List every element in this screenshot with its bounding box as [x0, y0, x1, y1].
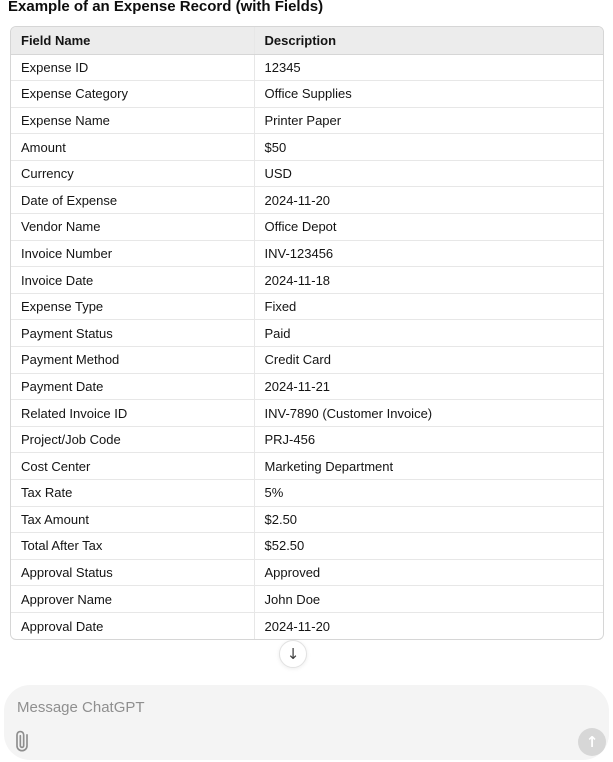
up-arrow-icon: ↑ — [585, 732, 599, 751]
description-cell: Credit Card — [254, 347, 603, 374]
field-name-cell: Cost Center — [11, 453, 254, 480]
table-row — [11, 586, 603, 613]
table-row — [11, 373, 603, 400]
table-row — [11, 426, 603, 453]
field-name-cell: Date of Expense — [11, 187, 254, 214]
field-name-cell: Payment Status — [11, 320, 254, 347]
down-arrow-icon: ↓ — [286, 644, 300, 663]
expense-table — [11, 27, 603, 639]
description-cell: 2024-11-20 — [254, 187, 603, 214]
table-body — [11, 54, 603, 639]
description-cell: 5% — [254, 480, 603, 507]
description-cell: $2.50 — [254, 506, 603, 533]
description-cell: Marketing Department — [254, 453, 603, 480]
description-cell: Office Supplies — [254, 81, 603, 108]
table-row — [11, 107, 603, 134]
description-cell: INV-7890 (Customer Invoice) — [254, 400, 603, 427]
table-row — [11, 559, 603, 586]
field-name-cell: Approver Name — [11, 586, 254, 613]
field-name-cell: Project/Job Code — [11, 426, 254, 453]
table-header-row — [11, 27, 603, 54]
table-row — [11, 81, 603, 108]
paperclip-icon — [8, 727, 36, 755]
send-button[interactable] — [578, 728, 606, 756]
column-header-field-name: Field Name — [11, 27, 254, 54]
field-name-cell: Tax Rate — [11, 480, 254, 507]
field-name-cell: Tax Amount — [11, 506, 254, 533]
table-row — [11, 187, 603, 214]
table-row — [11, 347, 603, 374]
field-name-cell: Approval Status — [11, 559, 254, 586]
table-row — [11, 240, 603, 267]
field-name-cell: Currency — [11, 160, 254, 187]
description-cell: $52.50 — [254, 533, 603, 560]
field-name-cell: Invoice Number — [11, 240, 254, 267]
description-cell: USD — [254, 160, 603, 187]
scroll-to-bottom-button[interactable] — [279, 640, 307, 668]
description-cell: 12345 — [254, 54, 603, 81]
description-cell: 2024-11-20 — [254, 612, 603, 639]
table-row — [11, 267, 603, 294]
field-name-cell: Invoice Date — [11, 267, 254, 294]
description-cell: $50 — [254, 134, 603, 161]
table-row — [11, 214, 603, 241]
table-row — [11, 160, 603, 187]
message-composer — [4, 685, 609, 760]
description-cell: 2024-11-21 — [254, 373, 603, 400]
table-row — [11, 54, 603, 81]
field-name-cell: Total After Tax — [11, 533, 254, 560]
description-cell: Approved — [254, 559, 603, 586]
field-name-cell: Related Invoice ID — [11, 400, 254, 427]
description-cell: INV-123456 — [254, 240, 603, 267]
message-input[interactable]: Message ChatGPT — [17, 699, 145, 716]
description-cell: Office Depot — [254, 214, 603, 241]
field-name-cell: Payment Method — [11, 347, 254, 374]
expense-record-table — [10, 26, 604, 640]
description-cell: John Doe — [254, 586, 603, 613]
field-name-cell: Expense Type — [11, 293, 254, 320]
field-name-cell: Expense ID — [11, 54, 254, 81]
table-row — [11, 506, 603, 533]
page-title: Example of an Expense Record (with Fields) — [8, 0, 324, 15]
field-name-cell: Approval Date — [21, 618, 104, 634]
table-row — [11, 134, 603, 161]
description-cell: PRJ-456 — [254, 426, 603, 453]
table-row — [11, 533, 603, 560]
field-name-cell: Expense Category — [11, 81, 254, 108]
field-name-cell: Expense Name — [11, 107, 254, 134]
field-name-cell: Amount — [11, 134, 254, 161]
description-cell: 2024-11-18 — [254, 267, 603, 294]
description-cell: Printer Paper — [254, 107, 603, 134]
table-row — [11, 400, 603, 427]
table-row — [11, 612, 603, 639]
field-name-cell: Vendor Name — [11, 214, 254, 241]
description-cell: Fixed — [254, 293, 603, 320]
table-row — [11, 320, 603, 347]
field-name-cell: Payment Date — [11, 373, 254, 400]
table-row — [11, 480, 603, 507]
column-header-description: Description — [254, 27, 603, 54]
table-row — [11, 453, 603, 480]
table-row — [11, 293, 603, 320]
description-cell: Paid — [254, 320, 603, 347]
attach-button[interactable] — [10, 729, 34, 753]
